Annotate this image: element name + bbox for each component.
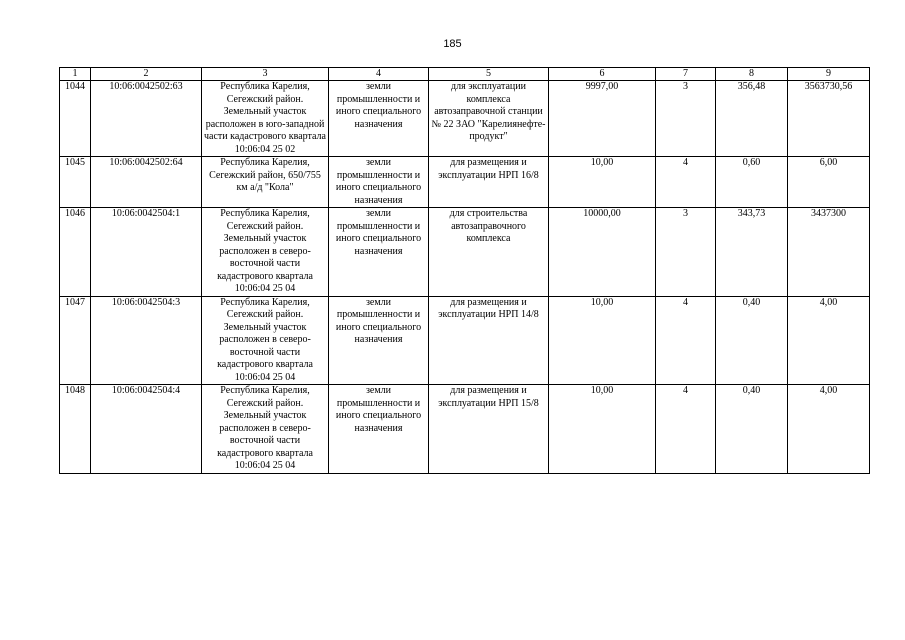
- table-row: [60, 157, 870, 208]
- land-category: земли промышленности и иного специального назначения: [329, 208, 429, 297]
- header-cell-9: 9: [788, 68, 870, 81]
- row-number: 1046: [60, 208, 91, 297]
- header-cell-5: 5: [429, 68, 549, 81]
- cadastral-number: 10:06:0042504:4: [91, 385, 202, 474]
- table-row: [60, 296, 870, 385]
- rate: 343,73: [716, 208, 788, 297]
- land-category: земли промышленности и иного специального назначения: [329, 296, 429, 385]
- rate: 0,40: [716, 296, 788, 385]
- area: 10000,00: [549, 208, 656, 297]
- cadastral-value: 3563730,56: [788, 81, 870, 157]
- cadastral-number: 10:06:0042502:64: [91, 157, 202, 208]
- permitted-use: для размещения и эксплуатации НРП 16/8: [429, 157, 549, 208]
- location: Республика Карелия, Сегежский район. Земельный участок расположен в северо-восточной части кадастрового квартала 10:06:04 25 04: [202, 385, 329, 474]
- location: Республика Карелия, Сегежский район. Земельный участок расположен в северо-восточной части кадастрового квартала 10:06:04 25 04: [202, 208, 329, 297]
- cadastral-value: 4,00: [788, 385, 870, 474]
- permitted-use: для строительства автозаправочного комплекса: [429, 208, 549, 297]
- permitted-use: для эксплуатации комплекса автозаправочной станции № 22 ЗАО "Карелиянефте-продукт": [429, 81, 549, 157]
- header-cell-8: 8: [716, 68, 788, 81]
- header-cell-2: 2: [91, 68, 202, 81]
- permitted-use: для размещения и эксплуатации НРП 15/8: [429, 385, 549, 474]
- rate: 0,60: [716, 157, 788, 208]
- location: Республика Карелия, Сегежский район. Земельный участок расположен в юго-западной части кадастрового квартала 10:06:04 25 02: [202, 81, 329, 157]
- area: 10,00: [549, 296, 656, 385]
- header-cell-4: 4: [329, 68, 429, 81]
- cadastral-number: 10:06:0042504:3: [91, 296, 202, 385]
- land-category: земли промышленности и иного специального назначения: [329, 157, 429, 208]
- cadastral-number: 10:06:0042504:1: [91, 208, 202, 297]
- permitted-use: для размещения и эксплуатации НРП 14/8: [429, 296, 549, 385]
- header-cell-3: 3: [202, 68, 329, 81]
- land-registry-table: [59, 67, 870, 474]
- land-category: земли промышленности и иного специального назначения: [329, 81, 429, 157]
- page-number: 185: [443, 38, 462, 50]
- header-row: [60, 68, 870, 81]
- cadastral-value: 3437300: [788, 208, 870, 297]
- row-number: 1045: [60, 157, 91, 208]
- group: 4: [656, 157, 716, 208]
- cadastral-value: 6,00: [788, 157, 870, 208]
- row-number: 1048: [60, 385, 91, 474]
- location: Республика Карелия, Сегежский район. Земельный участок расположен в северо-восточной части кадастрового квартала 10:06:04 25 04: [202, 296, 329, 385]
- group: 4: [656, 296, 716, 385]
- group: 4: [656, 385, 716, 474]
- rate: 356,48: [716, 81, 788, 157]
- area: 10,00: [549, 385, 656, 474]
- cadastral-value: 4,00: [788, 296, 870, 385]
- row-number: 1044: [60, 81, 91, 157]
- table-row: [60, 81, 870, 157]
- table-row: [60, 208, 870, 297]
- group: 3: [656, 81, 716, 157]
- header-cell-7: 7: [656, 68, 716, 81]
- location: Республика Карелия, Сегежский район, 650/755 км а/д "Кола": [202, 157, 329, 208]
- rate: 0,40: [716, 385, 788, 474]
- header-cell-1: 1: [60, 68, 91, 81]
- area: 9997,00: [549, 81, 656, 157]
- land-category: земли промышленности и иного специального назначения: [329, 385, 429, 474]
- table-row: [60, 385, 870, 474]
- header-cell-6: 6: [549, 68, 656, 81]
- group: 3: [656, 208, 716, 297]
- cadastral-number: 10:06:0042502:63: [91, 81, 202, 157]
- row-number: 1047: [60, 296, 91, 385]
- area: 10,00: [549, 157, 656, 208]
